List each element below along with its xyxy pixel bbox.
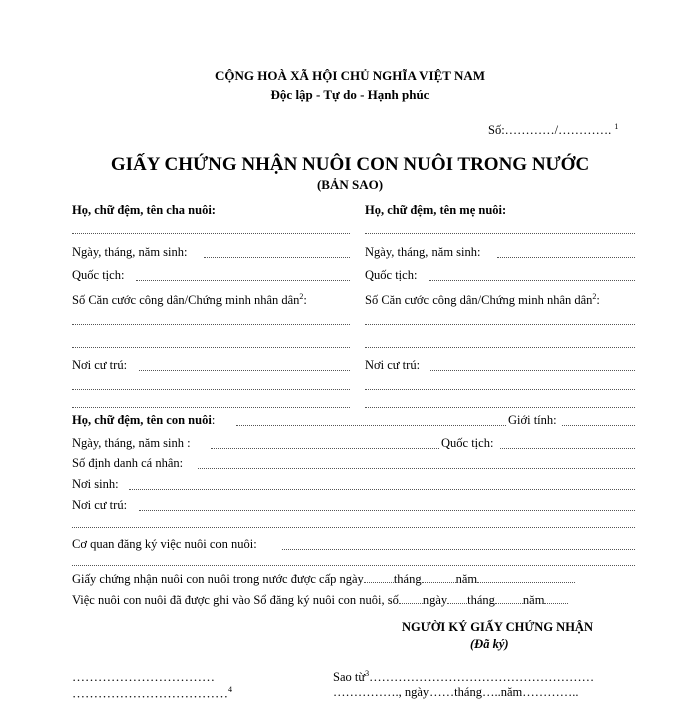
child-gender-label: Giới tính: (508, 413, 557, 427)
footnote-1: 1 (614, 122, 619, 131)
recorded-day-dots (447, 594, 467, 604)
recorded-day-label: ngày (422, 593, 448, 607)
recorded-number-dots (399, 594, 423, 604)
recorded-year-label: năm (522, 593, 545, 607)
father-dob-label: Ngày, tháng, năm sinh: (72, 245, 188, 259)
recorded-month-dots (495, 594, 523, 604)
agency-line-2 (72, 565, 635, 566)
child-name-colon: : (211, 413, 216, 427)
child-nationality-line (500, 448, 635, 449)
footer-left-line-2 (72, 685, 232, 701)
copy-from (333, 669, 594, 685)
mother-residence-line-2 (365, 389, 635, 390)
father-name-line (72, 233, 350, 234)
motto: Độc lập - Tự do - Hạnh phúc (270, 87, 430, 102)
child-dob-label: Ngày, tháng, năm sinh : (72, 436, 191, 450)
mother-name-line (365, 233, 635, 234)
issued-day-dots (364, 573, 394, 583)
father-nationality-label: Quốc tịch: (72, 268, 125, 282)
mother-id-label (365, 292, 600, 308)
recorded-row (72, 593, 568, 608)
agency-line-1 (282, 549, 635, 550)
nation-heading: CỘNG HOÀ XÃ HỘI CHỦ NGHĨA VIỆT NAM (214, 68, 486, 83)
mother-dob-line (497, 257, 635, 258)
child-birthplace-line (129, 489, 635, 490)
father-dob-line (204, 257, 350, 258)
issued-year-dots (477, 573, 575, 583)
mother-id-line-1 (365, 324, 635, 325)
footer-left-line-2-dots: ……………………………… (72, 685, 228, 701)
mother-name-label: Họ, chữ đệm, tên mẹ nuôi: (365, 203, 507, 217)
issued-year-label: năm (455, 572, 478, 586)
mother-id-line-2 (365, 347, 635, 348)
father-nationality-line (136, 280, 350, 281)
father-residence-line-2 (72, 389, 350, 390)
child-dob-line (211, 448, 439, 449)
signer-title: NGƯỜI KÝ GIẤY CHỨNG NHẬN (402, 620, 593, 634)
father-id-line-2 (72, 347, 350, 348)
father-residence-line-3 (72, 407, 350, 408)
signed-note: (Đã ký) (470, 637, 509, 651)
footer-left-line-1: …………………………… (72, 669, 215, 684)
mother-residence-line-1 (430, 370, 635, 371)
father-id-colon: : (303, 293, 307, 308)
document-title: GIẤY CHỨNG NHẬN NUÔI CON NUÔI TRONG NƯỚC (110, 154, 590, 175)
child-name-line (236, 425, 506, 426)
father-id-text: Số Căn cước công dân/Chứng minh nhân dân (72, 293, 300, 308)
copy-from-label: Sao từ (333, 670, 366, 685)
recorded-year-dots (544, 594, 568, 604)
child-name-text: Họ, chữ đệm, tên con nuôi (72, 413, 212, 427)
mother-nationality-label: Quốc tịch: (365, 268, 418, 282)
child-nationality-label: Quốc tịch: (441, 436, 494, 450)
recorded-month-label: tháng (467, 593, 495, 607)
issued-month-dots (422, 573, 456, 583)
issued-date-row (72, 572, 575, 587)
child-name-label (72, 413, 215, 428)
mother-dob-label: Ngày, tháng, năm sinh: (365, 245, 481, 259)
father-id-label (72, 292, 307, 308)
recorded-label: Việc nuôi con nuôi đã được ghi vào Sổ đăng ký nuôi con nuôi, số (72, 593, 399, 607)
footnote-2: 2 (299, 292, 304, 301)
document-number-label: Số:…………/…………. (488, 123, 615, 138)
mother-residence-label: Nơi cư trú: (365, 358, 421, 372)
child-personal-id-line (198, 468, 635, 469)
agency-label: Cơ quan đăng ký việc nuôi con nuôi: (72, 537, 257, 551)
footnote-3: 3 (365, 669, 370, 678)
child-birthplace-label: Nơi sinh: (72, 477, 119, 491)
copy-from-dots: ……………………………………………… (369, 670, 595, 685)
footnote-4: 4 (228, 685, 232, 694)
document-number (488, 122, 618, 138)
mother-id-colon: : (596, 293, 600, 308)
issued-label: Giấy chứng nhận nuôi con nuôi trong nước được cấp ngày (72, 572, 364, 586)
father-residence-line-1 (139, 370, 350, 371)
mother-residence-line-3 (365, 407, 635, 408)
document-subtitle: (BẢN SAO) (316, 177, 384, 192)
issued-month-label: tháng (393, 572, 422, 586)
child-gender-line (562, 425, 635, 426)
child-residence-label: Nơi cư trú: (72, 498, 128, 512)
mother-id-text: Số Căn cước công dân/Chứng minh nhân dân (365, 293, 593, 308)
father-id-line-1 (72, 324, 350, 325)
father-name-label: Họ, chữ đệm, tên cha nuôi: (72, 203, 216, 217)
footnote-2-mother: 2 (592, 292, 597, 301)
child-residence-line-2 (72, 527, 635, 528)
child-residence-line-1 (139, 510, 635, 511)
father-residence-label: Nơi cư trú: (72, 358, 128, 372)
copy-date-line: ……………., ngày……tháng…..năm………….. (333, 685, 579, 699)
child-personal-id-label: Số định danh cá nhân: (72, 456, 184, 470)
mother-nationality-line (429, 280, 635, 281)
